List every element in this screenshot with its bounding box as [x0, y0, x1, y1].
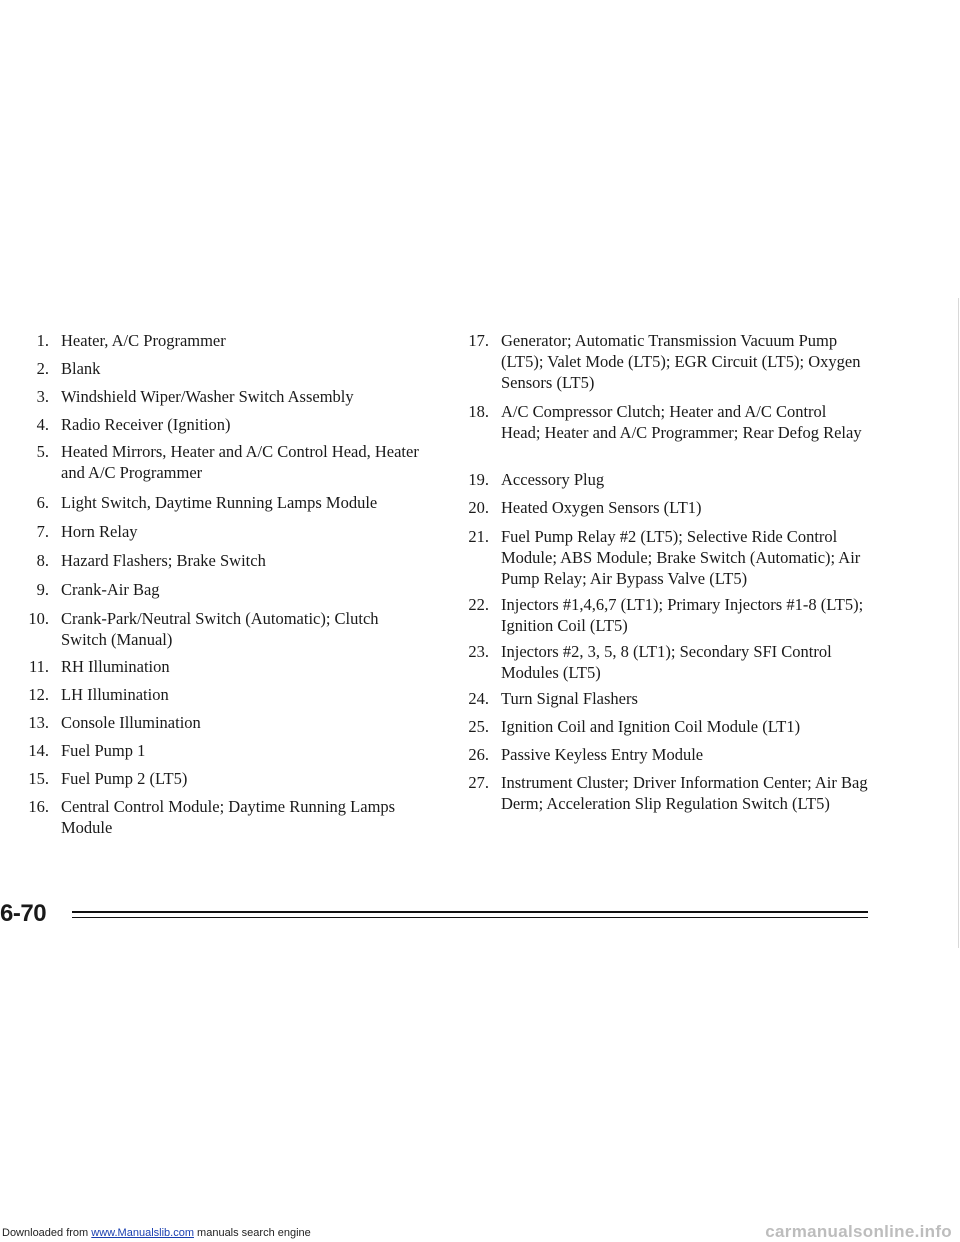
item-number: 2.	[36, 359, 49, 378]
item-number: 22.	[468, 595, 489, 614]
item-text: Turn Signal Flashers	[501, 689, 638, 708]
item-text: Passive Keyless Entry Module	[501, 745, 704, 764]
item-text: Windshield Wiper/Washer Switch Assembly	[61, 387, 354, 406]
item-text: Heated Oxygen Sensors (LT1)	[501, 498, 702, 517]
item-number: 13.	[28, 713, 49, 732]
page-number: 6-70	[0, 900, 47, 927]
item-text: Crank-Air Bag	[61, 580, 160, 599]
item-number: 10.	[28, 609, 49, 628]
item-text: RH Illumination	[61, 657, 170, 676]
item-text: LH Illumination	[61, 685, 169, 704]
item-text: Instrument Cluster; Driver Information Center; Air Bag Derm; Acceleration Slip Regulation Switch (LT5)	[501, 773, 868, 813]
item-number: 17.	[468, 331, 489, 350]
item-number: 19.	[468, 470, 489, 489]
item-text: Heater, A/C Programmer	[61, 331, 226, 350]
download-watermark	[2, 1227, 311, 1239]
item-text: Crank-Park/Neutral Switch (Automatic); Clutch Switch (Manual)	[61, 609, 379, 649]
item-text: Fuel Pump 1	[61, 741, 146, 760]
item-number: 16.	[28, 797, 49, 816]
item-number: 15.	[28, 769, 49, 788]
item-text: Blank	[61, 359, 101, 378]
item-number: 14.	[28, 741, 49, 760]
item-number: 21.	[468, 527, 489, 546]
item-number: 5.	[36, 442, 49, 461]
item-number: 4.	[36, 415, 49, 434]
footer-rule-thin	[72, 917, 868, 918]
item-text: A/C Compressor Clutch; Heater and A/C Control Head; Heater and A/C Programmer; Rear Defog Relay	[501, 402, 862, 442]
item-text: Fuel Pump Relay #2 (LT5); Selective Ride Control Module; ABS Module; Brake Switch (Automatic); Air Pump Relay; Air Bypass Valve (LT5)	[501, 527, 861, 588]
item-number: 6.	[36, 493, 49, 512]
item-text: Heated Mirrors, Heater and A/C Control Head, Heater and A/C Programmer	[61, 442, 419, 482]
item-text: Injectors #2, 3, 5, 8 (LT1); Secondary SFI Control Modules (LT5)	[501, 642, 832, 682]
item-text: Horn Relay	[61, 522, 138, 541]
item-text: Generator; Automatic Transmission Vacuum Pump (LT5); Valet Mode (LT5); EGR Circuit (LT5); Oxygen Sensors (LT5)	[501, 331, 861, 392]
item-text: Hazard Flashers; Brake Switch	[61, 551, 266, 570]
item-text: Injectors #1,4,6,7 (LT1); Primary Injectors #1-8 (LT5); Ignition Coil (LT5)	[501, 595, 864, 635]
item-number: 7.	[36, 522, 49, 541]
item-number: 12.	[28, 685, 49, 704]
footer-rule	[72, 911, 868, 913]
item-number: 20.	[468, 498, 489, 517]
item-number: 27.	[468, 773, 489, 792]
item-number: 23.	[468, 642, 489, 661]
brand-watermark: carmanualsonline.info	[765, 1222, 952, 1241]
item-text: Ignition Coil and Ignition Coil Module (LT1)	[501, 717, 801, 736]
item-number: 25.	[468, 717, 489, 736]
item-number: 9.	[36, 580, 49, 599]
item-number: 24.	[468, 689, 489, 708]
item-number: 18.	[468, 402, 489, 421]
item-text: Fuel Pump 2 (LT5)	[61, 769, 188, 788]
item-text: Central Control Module; Daytime Running Lamps Module	[61, 797, 396, 837]
watermark-prefix: Downloaded from	[2, 1227, 89, 1239]
item-text: Console Illumination	[61, 713, 201, 732]
item-number: 1.	[36, 331, 49, 350]
item-text: Light Switch, Daytime Running Lamps Module	[61, 493, 378, 512]
manualslib-link[interactable]: www.Manualslib.com	[91, 1227, 194, 1239]
watermark-suffix: manuals search engine	[197, 1227, 311, 1239]
item-number: 8.	[36, 551, 49, 570]
item-text: Radio Receiver (Ignition)	[61, 415, 231, 434]
item-text: Accessory Plug	[501, 470, 605, 489]
item-number: 3.	[36, 387, 49, 406]
item-number: 26.	[468, 745, 489, 764]
item-number: 11.	[28, 657, 49, 676]
